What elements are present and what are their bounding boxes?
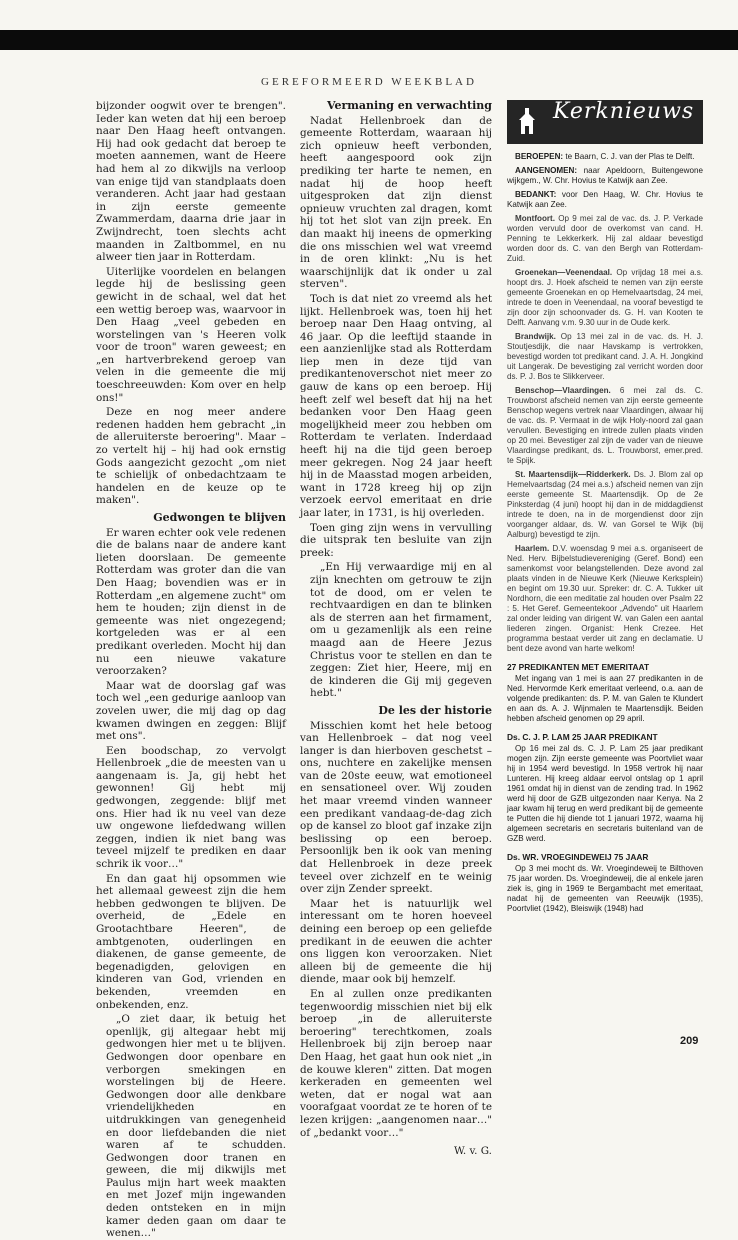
author-signature: W. v. G. [454, 1145, 492, 1158]
paragraph: Deze en nog meer andere redenen hadden hem gebracht „in de alleruiterste beroering". Maar – zo vertelt hij – hij had ook ernstig Gods aangezicht gezocht „om niet te schielijk of onbedachtzaam te handelen en de keuze op te maken". [96, 406, 286, 507]
paragraph: Met ingang van 1 mei is aan 27 predikanten in de Ned. Hervormde Kerk emeritaat verleend, o.a. aan de volgende predikanten: ds. P. M. van Galen te Klundert en aan ds. A. J. Wijnmalen te Maartensdijk. Beiden hebben afscheid genomen op 29 april. [507, 674, 703, 723]
section-heading: Ds. WR. VROEGINDEWEIJ 75 JAAR [507, 852, 649, 862]
news-item-text: Op vrijdag 18 mei a.s. hoopt drs. J. Hoek afscheid te nemen van zijn eerste gemeente Groenekan en op Hemelvaartsdag, 24 mei, intrede te doen in Veenendaal, na vooraf bevestigd te zijn door zijn schoonvader ds. G. H. van Kooten te Delft. Aanvang v.m. 9.30 uur in de Oude kerk. [507, 268, 703, 327]
column-right [507, 100, 703, 914]
paragraph: En al zullen onze predikanten tegenwoordig misschien niet bij elk beroep „in de alleruiterste beroering" terechtkomen, zoals Hellenbroek bij zijn beroep naar Den Haag, het gaat hun ook niet „in de kouwe kleren" zitten. Dat mogen kerkeraden en gemeenten wel weten, dat er nogal wat aan voorafgaat voordat ze te horen of te lezen krijgen: „aangenomen naar…" of „bedankt voor…" [300, 987, 492, 1139]
paragraph: Uiterlijke voordelen en belangen legde hij de beslissing geen gewicht in de schaal, wel dat het een wettig beroep was, waarvoor in Den Haag „veel gebeden en worstelingen van 's Heeren volk voor de troon" waren geweest; en „en hartverbrekend geroep van velen in die gemeente die mij toeschreeuwden: Kom over en help ons!" [96, 265, 286, 404]
news-item-lead: Benschop—Vlaardingen. [515, 386, 611, 395]
news-item [507, 268, 703, 328]
paragraph: Nadat Hellenbroek dan de gemeente Rotterdam, waaraan hij zich opnieuw heeft verbonden, heeft aangespoord ook zijn prediking ter harte te nemen, en nadat hij de hoop heeft uitgesproken dat zijn dienst opnieuw vruchten zal dragen, komt hij tot het slot van zijn preek. En dan maakt hij ineens de opmerking die ons misschien wel wat vreemd in de oren klinkt: „Nu is het waarschijnlijk dat ik onder u zal sterven". [300, 114, 492, 291]
paragraph: En dan gaat hij opsommen wie het allemaal geweest zijn die hem hebben gedwongen te blijven. De overheid, de „Edele en Grootachtbare Heeren", de ambtgenoten, ouderlingen en diakenen, de ganse gemeente, de begenadigden, gelovigen en kinderen van God, vrienden en bekenden, vreemden en onbekenden, enz. [96, 872, 286, 1011]
news-item-text: voor Den Haag, W. Chr. Hovius te Katwijk aan Zee. [507, 190, 703, 209]
news-item [507, 470, 703, 540]
news-item-text: te Baarn, C. J. van der Plas te Delft. [563, 152, 695, 161]
paragraph: Misschien komt het hele betoog van Hellenbroek – dat nog veel langer is dan hierboven geschetst – ons, nuchtere en zakelijke mensen van de 20ste eeuw, wat emotioneel en sensationeel over. Wij zouden het maar vreemd vinden wanneer een predikant vandaag-de-dag zich op de kansel zo bloot gaf inzake zijn beslissing op een beroep. Persoonlijk ben ik ook van mening dat Hellenbroek in deze preek teveel over zichzelf en te weinig over zijn Zender spreekt. [300, 719, 492, 896]
paragraph: Er waren echter ook vele redenen die de balans naar de andere kant lieten doorslaan. De gemeente Rotterdam was groter dan die van Den Haag; bovendien was er in Rotterdam „en algemene zucht" om hem te houden; zijn dienst in de gemeente was niet ongezegend; kortgeleden was er al een predikant overleden. Mocht hij dan nu een nieuwe vakature veroorzaken? [96, 526, 286, 678]
section-heading: Vermaning en verwachting [326, 99, 492, 112]
news-item [507, 152, 703, 162]
section-heading: 27 PREDIKANTEN MET EMERITAAT [507, 662, 650, 672]
news-item-text: 6 mei zal ds. C. Trouwborst afscheid nemen van zijn eerste gemeente Benschop wegens vertrek naar Vlaardingen, alwaar hij de vac. ds. P. Vermaat in de wijk Holy-noord zal gaan vervullen. Bevestiging en intrede zullen plaats vinden op 20 mei. Bevestiger zal zijn de vader van de nieuwe Vlaardingse predikant, ds. L. Trouwborst, emer.pred. te Spijk. [507, 386, 703, 465]
news-item [507, 544, 703, 654]
column-left [96, 100, 286, 1240]
section-heading: Gedwongen te blijven [153, 511, 286, 524]
quote-paragraph: „En Hij verwaardige mij en al zijn knechten om getrouw te zijn tot de dood, om er velen te rechtvaardigen en dan te blinken als de sterren aan het firmament, om u gezamenlijk als een reine maagd aan de Heere Jezus Christus voor te stellen en dan te zeggen: Ziet hier, Heere, mij en de kinderen die Gij mij gegeven hebt." [310, 561, 492, 700]
running-head: GEREFORMEERD WEEKBLAD [261, 76, 477, 88]
news-item-lead: Groenekan—Veenendaal. [515, 268, 613, 277]
news-item-lead: St. Maartensdijk—Ridderkerk. [515, 470, 631, 479]
news-item-lead: Haarlem. [515, 544, 550, 553]
news-item-text: D.V. woensdag 9 mei a.s. organiseert de Ned. Herv. Bijbelstudievereniging (Geref. Bond) een samenkomst voor belangstellenden. Deze avond zal plaats vinden in de Nieuwe Kerk (Nieuwe Kerksplein) en begint om 19.30 uur. Spreker: dr. C. A. Tukker uit Nordhorn, die een meditatie zal houden over Psalm 22 : 5. Het Geref. Gemeentekoor „Advendo" uit Haarlem zal onder leiding van dirigent W. van Galen een aantal liederen zingen. Organist: Henk Crezee. Het programma bestaat verder uit zang en declamatie. U bent deze avond van harte welkom! [507, 544, 703, 653]
paragraph: Een boodschap, zo vervolgt Hellenbroek „die de meesten van u aangenaam is. Ja, gij hebt het gewonnen! Gij hebt mij gedwongen, zeggende: blijf met ons. Hier had ik nu veel van deze uw ongewone liefdedwang willen zeggen, indien ik niet bang was teveel mijzelf te prediken en daar schrik ik voor…" [96, 744, 286, 871]
church-icon [513, 106, 541, 138]
news-item-lead: BEDANKT: [515, 190, 557, 199]
paragraph: Toen ging zijn wens in vervulling die uitsprak ten besluite van zijn preek: [300, 521, 492, 559]
news-item-text: Op 9 mei zal de vac. ds. J. P. Verkade worden vervuld door de overkomst van cand. H. Penning te Lekkerkerk. Hij zal aldaar bevestigd worden door ds. C. van den Bergh van Rotterdam-Zuid. [507, 214, 703, 263]
paragraph: Op 3 mei mocht ds. Wr. Vroegindeweij te Bilthoven 75 jaar worden. Ds. Vroegindeweij, die al enkele jaren ziek is, ging in 1969 te Bergambacht met emeritaat, nadat hij de gemeenten van Reeuwijk (1935), Poortvliet (1942), Bleiswijk (1948) had [507, 864, 703, 913]
top-black-bar [0, 30, 738, 50]
news-item-lead: Brandwijk. [515, 332, 556, 341]
paragraph: Maar het is natuurlijk wel interessant om te horen hoeveel deining een beroep op een geliefde predikant in de eeuwen die achter ons liggen kon veroorzaken. Niet alleen bij de gemeente die hij diende, maar ook bij hemzelf. [300, 897, 492, 986]
news-item [507, 386, 703, 466]
kerknieuws-banner [507, 100, 703, 144]
news-item [507, 190, 703, 210]
section-heading: De les der historie [378, 703, 492, 717]
news-item-lead: Montfoort. [515, 214, 556, 223]
news-item-lead: AANGENOMEN: [515, 166, 578, 175]
news-item-text: Op 13 mei zal in de vac. ds. H. J. Stoutjesdijk, die naar Havskamp is vertrokken, bevestigd worden tot predikant cand. J. A. H. Jongkind uit Langerak. De bevestiging zal verricht worden door ds. P. J. Bos te Slikkerveer. [507, 332, 703, 381]
news-item-text: naar Apeldoorn, Buitengewone wijkgem., W. Chr. Hovius te Katwijk aan Zee. [507, 166, 703, 185]
news-items [507, 152, 703, 654]
section-heading: Ds. C. J. P. LAM 25 JAAR PREDIKANT [507, 732, 658, 742]
page-number: 209 [680, 1035, 699, 1047]
news-item-text: Ds. J. Blom zal op Hemelvaartsdag (24 mei a.s.) afscheid nemen van zijn eerste gemeente St. Maartensdijk. Op de 2e Pinksterdag (4 juni) hoopt hij dan in de middagdienst intrede te doen, na in de morgendienst door zijn voorganger aldaar, ds. W. van Gorsel te Wijk (bij Aalburg) bevestigd te zijn. [507, 470, 703, 539]
news-item [507, 214, 703, 264]
paragraph: Op 16 mei zal ds. C. J. P. Lam 25 jaar predikant mogen zijn. Zijn eerste gemeente was Poortvliet waar hij in 1954 werd bevestigd. In 1958 vertrok hij naar Lunteren. Hij kreeg aldaar eervol ontslag op 1 april 1961 omdat hij in dienst van de zending trad. In 1962 werd hij door de GZB uitgezonden naar Kenya. Na 2 jaar kwam hij terug en werd predikant bij de gemeente te Putten die hij diende tot 1 januari 1972, waarna hij algemeen secretaris en secretaris buitenland van de GZB werd. [507, 744, 703, 843]
news-item [507, 166, 703, 186]
paragraph: Toch is dat niet zo vreemd als het lijkt. Hellenbroek was, toen hij het beroep naar Den Haag ontving, al 46 jaar. Op die leeftijd staande in een aanzienlijke stad als Rotterdam liep men in deze tijd van predikantenoverschot niet meer zo gauw de kans op een beroep. Hij heeft zelf wel beseft dat hij na het bedanken voor Den Haag geen mogelijkheid meer zou hebben om Rotterdam te verlaten. Inderdaad heeft hij na die tijd geen beroep meer gekregen. Nog 24 jaar heeft hij in de Maasstad mogen arbeiden, want in 1728 kreeg hij op zijn verzoek eervol emeritaat en drie jaar later, in 1731, is hij overleden. [300, 292, 492, 519]
paragraph: bijzonder oogwit over te brengen". Ieder kan weten dat hij een beroep naar Den Haag heeft ontvangen. Hij had ook gedacht dat beroep te moeten aannemen, want de Heere had hem al zo dikwijls na verloop van enige tijd van standplaats doen veranderen. Acht jaar had gestaan in zijn eerste gemeente Zwammerdam, daarna drie jaar in Zwijndrecht, toen slechts acht maanden in Zaltbommel, en nu alweer tien jaar in Rotterdam. [96, 100, 286, 264]
quote-paragraph: „O ziet daar, ik betuig het openlijk, gij altegaar hebt mij gedwongen hier met u te blijven. Gedwongen door openbare en verborgen smekingen en worstelingen bij de Heere. Gedwongen door alle denkbare vriendelijkheden en uitdrukkingen van genegenheid en door liefdebanden die niet waren af te schudden. Gedwongen door tranen en geween, die mij dikwijls met Paulus mijn hart week maakten en met Jozef mijn ingewanden deden ontsteken en in mijn kamer deden gaan om daar te wenen…" [106, 1013, 286, 1240]
banner-title: Kerknieuws [553, 100, 695, 124]
news-item [507, 332, 703, 382]
news-item-lead: BEROEPEN: [515, 152, 564, 161]
paragraph: Maar wat de doorslag gaf was toch wel „een gedurige aanloop van zovelen uwer, die mij dag op dag kwamen dwingen en zeggen: Blijf met ons". [96, 679, 286, 743]
column-middle [300, 100, 492, 1158]
